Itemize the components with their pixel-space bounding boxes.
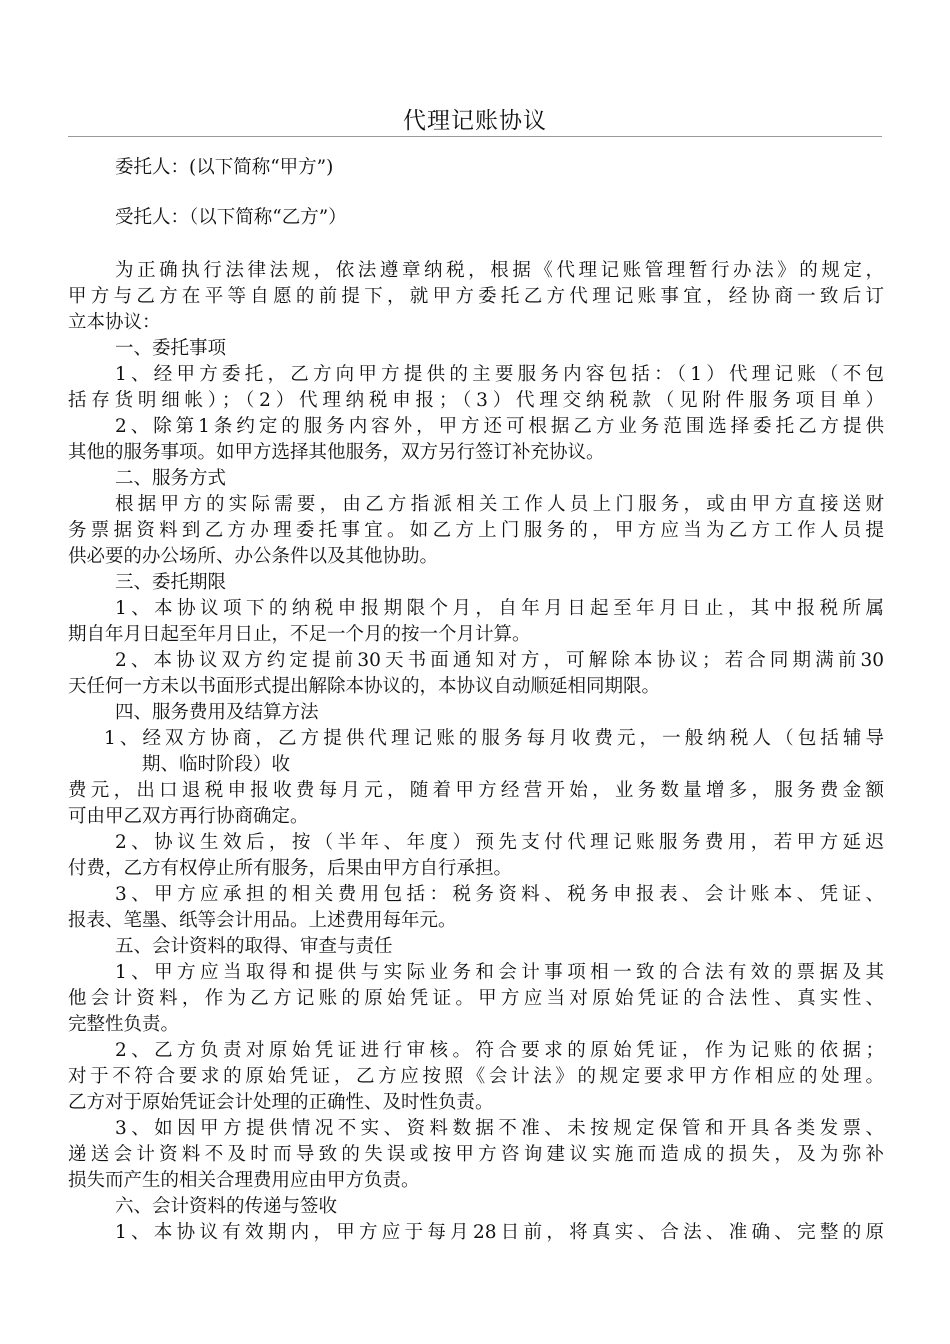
paragraph-line: 报表、笔墨、纸等会计用品。上述费用每年元。	[68, 910, 457, 931]
title-divider	[68, 136, 882, 137]
section-heading: 四、服务费用及结算方法	[115, 702, 319, 723]
paragraph-line: 2、除第1条约定的服务内容外，甲方还可根据乙方业务范围选择委托乙方提供	[115, 416, 884, 437]
paragraph-line: 1、本协议项下的纳税申报期限个月，自年月日起至年月日止，其中报税所属	[115, 598, 884, 619]
paragraph-line: 1、甲方应当取得和提供与实际业务和会计事项相一致的合法有效的票据及其	[115, 962, 884, 983]
section-heading: 一、委托事项	[115, 338, 227, 359]
paragraph-line: 供必要的办公场所、办公条件以及其他协助。	[68, 546, 439, 567]
paragraph-line: 甲方与乙方在平等自愿的前提下，就甲方委托乙方代理记账事宜，经协商一致后订	[68, 286, 884, 307]
paragraph-line: 1、经双方协商，乙方提供代理记账的服务每月收费元，一般纳税人（包括辅导	[104, 728, 884, 749]
paragraph-line: 他会计资料，作为乙方记账的原始凭证。甲方应当对原始凭证的合法性、真实性、	[68, 988, 884, 1009]
paragraph-line: 根据甲方的实际需要，由乙方指派相关工作人员上门服务，或由甲方直接送财	[115, 494, 884, 515]
paragraph-line: 务票据资料到乙方办理委托事宜。如乙方上门服务的，甲方应当为乙方工作人员提	[68, 520, 884, 541]
paragraph-line: 3、甲方应承担的相关费用包括：税务资料、税务申报表、会计账本、凭证、	[115, 884, 884, 905]
paragraph-line: 3、如因甲方提供情况不实、资料数据不准、未按规定保管和开具各类发票、	[115, 1118, 884, 1139]
paragraph-line: 可由甲乙双方再行协商确定。	[68, 806, 309, 827]
paragraph-line: 费元，出口退税申报收费每月元，随着甲方经营开始，业务数量增多，服务费金额	[68, 780, 884, 801]
paragraph-line: 乙方对于原始凭证会计处理的正确性、及时性负责。	[68, 1092, 494, 1113]
paragraph-line: 1、本协议有效期内，甲方应于每月28日前，将真实、合法、准确、完整的原	[115, 1222, 884, 1243]
paragraph-line: 损失而产生的相关合理费用应由甲方负责。	[68, 1170, 420, 1191]
section-heading: 二、服务方式	[115, 468, 227, 489]
paragraph-line: 为正确执行法律法规，依法遵章纳税，根据《代理记账管理暂行办法》的规定，	[115, 260, 884, 281]
paragraph-line: 对于不符合要求的原始凭证，乙方应按照《会计法》的规定要求甲方作相应的处理。	[68, 1066, 884, 1087]
paragraph-line: 付费，乙方有权停止所有服务，后果由甲方自行承担。	[68, 858, 513, 879]
agent-line: 受托人：（以下简称“乙方”）	[115, 207, 347, 228]
paragraph-line: 2、乙方负责对原始凭证进行审核。符合要求的原始凭证，作为记账的依据；	[115, 1040, 884, 1061]
paragraph-line: 立本协议：	[68, 312, 161, 333]
paragraph-line: 期自年月日起至年月日止，不足一个月的按一个月计算。	[68, 624, 531, 645]
paragraph-line: 2、协议生效后，按（半年、年度）预先支付代理记账服务费用，若甲方延迟	[115, 832, 884, 853]
section-heading: 六、会计资料的传递与签收	[115, 1196, 338, 1217]
paragraph-line: 2、本协议双方约定提前30天书面通知对方，可解除本协议；若合同期满前30	[115, 650, 884, 671]
paragraph-line: 1、经甲方委托，乙方向甲方提供的主要服务内容包括：（1）代理记账（不包	[115, 364, 884, 385]
paragraph-line: 完整性负责。	[68, 1014, 180, 1035]
document-title: 代理记账协议	[403, 108, 547, 134]
principal-line: 委托人：(以下简称“甲方”)	[115, 157, 334, 178]
section-heading: 三、委托期限	[115, 572, 227, 593]
paragraph-line: 其他的服务事项。如甲方选择其他服务，双方另行签订补充协议。	[68, 442, 605, 463]
paragraph-line: 递送会计资料不及时而导致的失误或按甲方咨询建议实施而造成的损失，及为弥补	[68, 1144, 884, 1165]
section-heading: 五、会计资料的取得、审查与责任	[115, 936, 393, 957]
paragraph-line: 天任何一方未以书面形式提出解除本协议的，本协议自动顺延相同期限。	[68, 676, 661, 697]
paragraph-line: 期、临时阶段）收	[142, 754, 291, 775]
paragraph-line: 括存货明细帐）；（2）代理纳税申报；（3）代理交纳税款（见附件服务项目单）	[68, 390, 884, 411]
